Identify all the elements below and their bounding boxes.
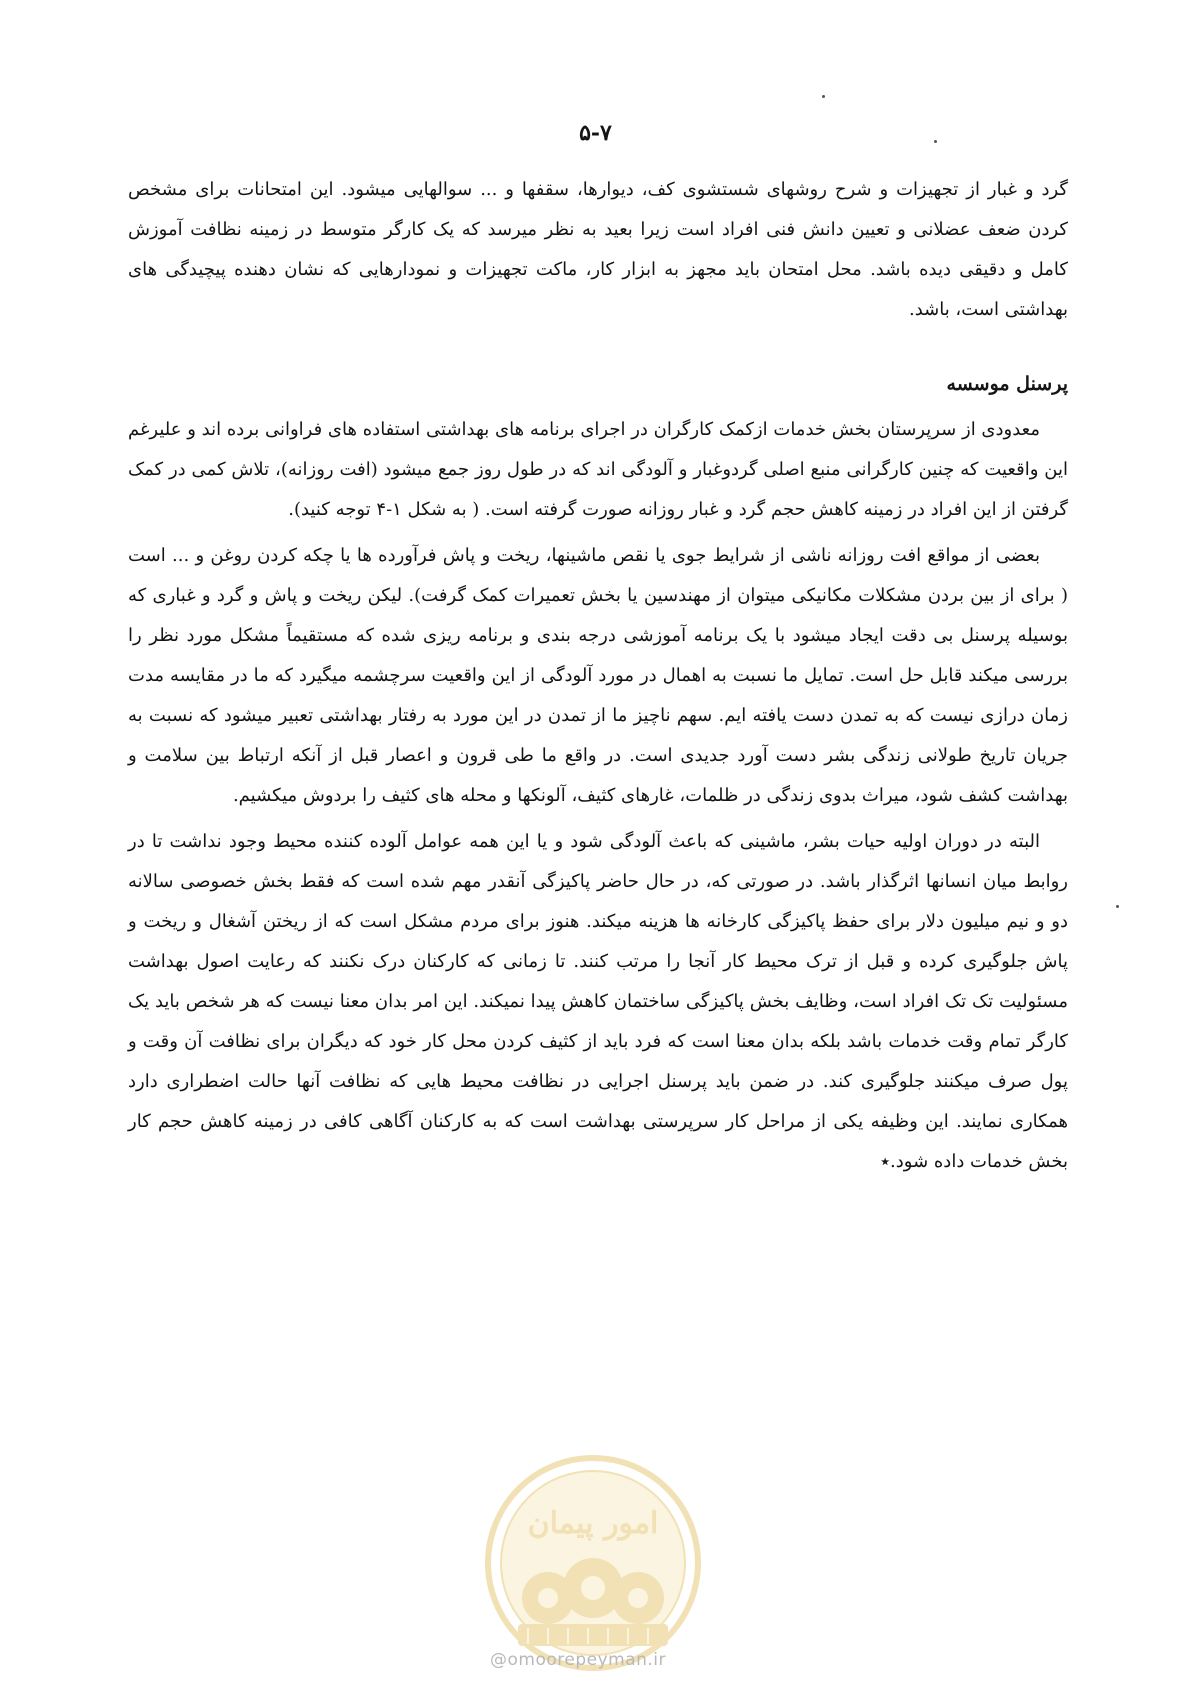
scan-speck [1116,905,1119,908]
scan-speck [934,140,937,143]
watermark-site-label: @omoorepeyman.ir [490,1650,667,1670]
watermark-logo-text: امور پیمان [527,1506,659,1541]
paragraph-staff-intro: معدودی از سرپرستان بخش خدمات ازکمک کارگران در اجرای برنامه های بهداشتی استفاده های فراوانی برده اند و علیرغم این واقعیت که چنین کارگرانی منبع اصلی گردوغبار و آلودگی اند که در طول روز جمع میشود (افت روزانه)، تلاش کمی در کمک گرفتن از این افراد در زمینه کاهش حجم گرد و غبار روزانه صورت گرفته است. ( به شکل ۱-۴ توجه کنید). [128,419,1068,520]
page-content [128,170,1068,1188]
paragraph-continued: گرد و غبار از تجهیزات و شرح روشهای شستشوی کف، دیوارها، سقفها و ... سوالهایی میشود. این امتحانات برای مشخص کردن ضعف عضلانی و تعیین دانش فنی افراد است زیرا بعید به نظر میرسد که یک کارگر متوسط در زمینه نظافت آموزش کامل و دقیقی دیده باشد. محل امتحان باید مجهز به ابزار کار، ماکت تجهیزات و نمودارهایی که نشان دهنده پیچیدگی های بهداشتی است، باشد. [128,179,1068,320]
watermark-seal-icon [478,1448,708,1678]
page-number: ۵-۷ [579,120,612,146]
paragraph-early-humans: البته در دوران اولیه حیات بشر، ماشینی که باعث آلودگی شود و یا این همه عوامل آلوده کننده محیط وجود نداشت تا در روابط میان انسانها اثرگذار باشد. در صورتی که، در حال حاضر پاکیزگی آنقدر مهم شده است که فقط بخش خصوصی سالانه دو و نیم میلیون دلار برای حفظ پاکیزگی کارخانه ها هزینه میکند. هنوز برای مردم مشکل است که از ریختن آشغال و ریخت و پاش جلوگیری کرده و قبل از ترک محیط کار آنجا را مرتب کنند. تا زمانی که کارکنان درک نکنند که رعایت اصول بهداشت مسئولیت تک تک افراد است، وظایف بخش پاکیزگی ساختمان کاهش پیدا نمیکند. این امر بدان معنا نیست که هر شخص باید یک کارگر تمام وقت خدمات باشد بلکه بدان معنا است که فرد باید از کثیف کردن محل کار خود که دیگران برای نظافت آن وقت و پول صرف میکنند جلوگیری کند. در ضمن باید پرسنل اجرایی در نظافت محیط هایی که نظافت آنها حالت اضطراری دارد همکاری نمایند. این وظیفه یکی از مراحل کار سرپرستی بهداشت است که به کارکنان آگاهی کافی در زمینه کاهش حجم کار بخش خدمات داده شود.٭ [128,831,1068,1172]
section-heading: پرسنل موسسه [946,373,1068,395]
scan-speck [822,95,825,98]
paragraph-daily-loss: بعضی از مواقع افت روزانه ناشی از شرایط جوی یا نقص ماشینها، ریخت و پاش فرآورده ها یا چکه کردن روغن و ... است ( برای از بین بردن مشکلات مکانیکی میتوان از مهندسین یا بخش تعمیرات کمک گرفت). لیکن ریخت و پاش و گرد و غباری که بوسیله پرسنل بی دقت ایجاد میشود با یک برنامه آموزشی درجه بندی و برنامه ریزی شده که مستقیماً مشکل مورد نظر را بررسی میکند قابل حل است. تمایل ما نسبت به اهمال در مورد آلودگی از این واقعیت سرچشمه میگیرد که ما در مقایسه مدت زمان درازی نیست که به تمدن دست یافته ایم. سهم ناچیز ما از تمدن در این مورد به رفتار بهداشتی تعبیر میشود که نسبت به جریان تاریخ طولانی زندگی بشر دست آورد جدیدی است. در واقع ما طی قرون و اعصار قبل از آنکه ارتباط بین سلامت و بهداشت کشف شود، میراث بدوی زندگی در ظلمات، غارهای کثیف، آلونکها و محله های کثیف را بردوش میکشیم. [128,545,1068,806]
